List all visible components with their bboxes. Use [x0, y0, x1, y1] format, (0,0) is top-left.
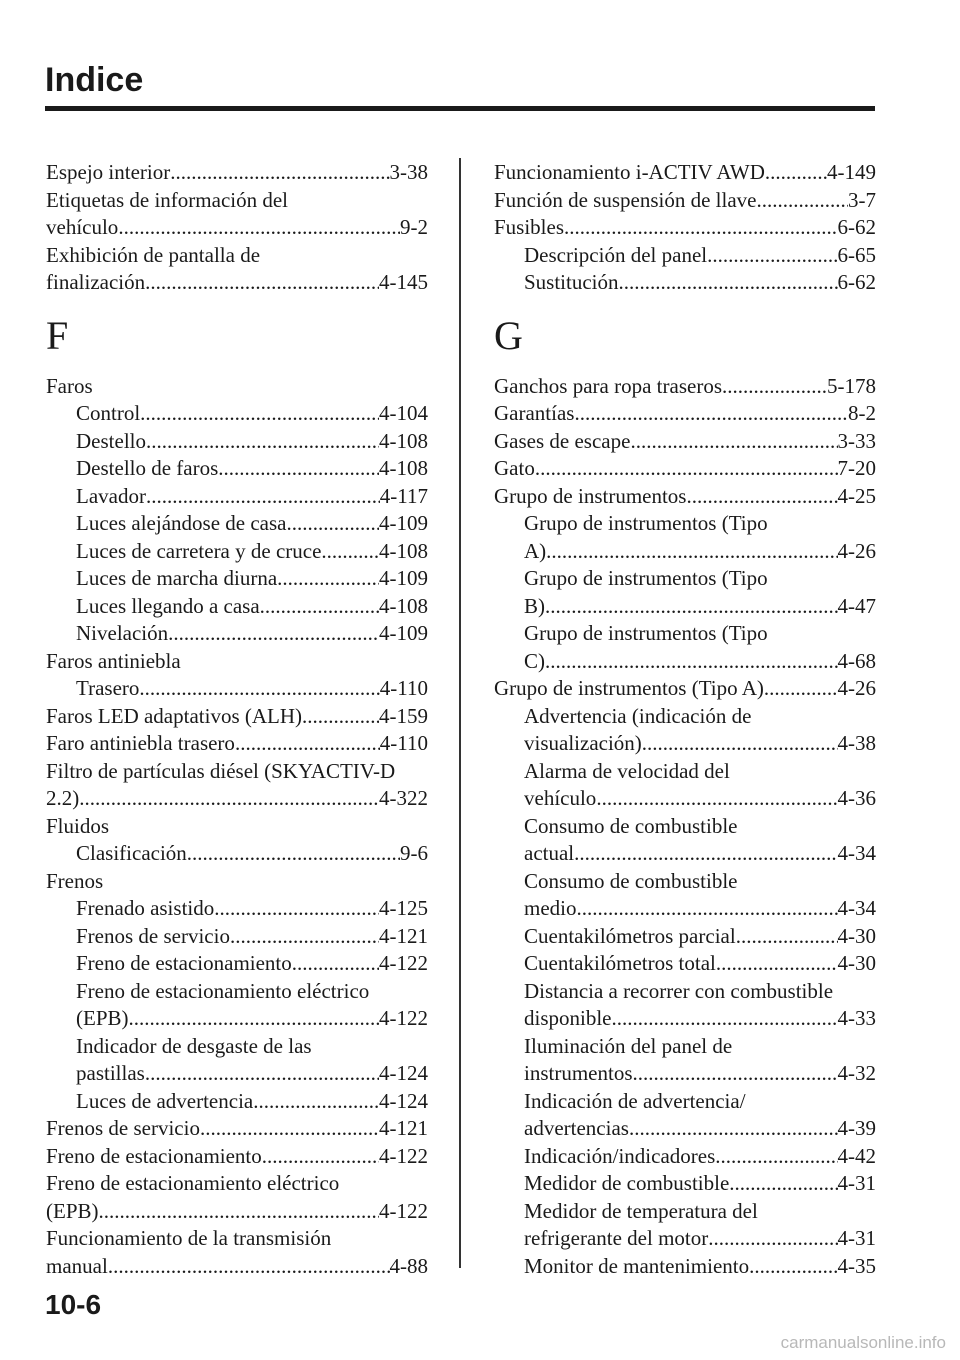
- entry-page-ref: 6-62: [837, 215, 876, 239]
- entry-label: Fusibles: [494, 215, 565, 239]
- index-subentry: [46, 1060, 428, 1088]
- entry-page-ref: 8-2: [848, 401, 876, 425]
- index-subentry: [46, 510, 428, 538]
- index-subentry: [494, 950, 876, 978]
- index-subentry-text: Grupo de instrumentos (Tipo: [524, 566, 768, 590]
- entry-label: Espejo interior: [46, 160, 171, 184]
- index-subentry: [494, 1115, 876, 1143]
- entry-label: Descripción del panel: [524, 242, 708, 267]
- dot-leader: [756, 187, 848, 215]
- entry-page-ref: 4-117: [379, 483, 428, 508]
- index-entry-text: Exhibición de pantalla de: [46, 242, 261, 267]
- entry-label: Luces de carretera y de cruce: [76, 538, 322, 563]
- index-entry: [494, 428, 876, 456]
- entry-page-ref: 4-122: [379, 1006, 428, 1030]
- entry-label: C): [524, 648, 545, 673]
- page-number: 10-6: [45, 1289, 102, 1320]
- entry-page-ref: 4-124: [379, 1088, 428, 1113]
- index-entry-text: Etiquetas de información del: [46, 187, 289, 212]
- entry-page-ref: 7-20: [837, 456, 876, 480]
- entry-label: Trasero: [76, 676, 140, 700]
- entry-page-ref: 4-30: [837, 951, 876, 975]
- index-subentry: [46, 923, 428, 951]
- dot-leader: [535, 455, 838, 483]
- entry-page-ref: 4-104: [379, 401, 428, 425]
- index-subentry: [494, 923, 876, 951]
- index-subentry: [494, 1005, 876, 1033]
- dot-leader: [140, 400, 379, 428]
- entry-label: (EPB): [46, 1198, 99, 1223]
- index-subentry: [494, 1225, 876, 1253]
- entry-label: Ganchos para ropa traseros: [494, 373, 722, 398]
- entry-label: Cuentakilómetros total: [524, 951, 716, 975]
- dot-leader: [145, 269, 379, 297]
- section-letter: G: [494, 312, 523, 358]
- index-entry: [46, 1143, 428, 1171]
- dot-leader: [716, 950, 838, 978]
- index-subentry: [494, 269, 876, 297]
- index-entry: [494, 455, 876, 483]
- dot-leader: [146, 428, 379, 456]
- header-rule: [45, 106, 875, 111]
- dot-leader: [214, 895, 379, 923]
- index-subentry: [46, 593, 428, 621]
- dot-leader: [630, 428, 837, 456]
- entry-label: refrigerante del motor: [524, 1226, 709, 1250]
- entry-page-ref: 4-159: [379, 703, 428, 728]
- index-entry-text: Funcionamiento de la transmisión: [46, 1226, 332, 1250]
- index-subentry-text: Grupo de instrumentos (Tipo: [524, 511, 768, 535]
- entry-page-ref: 4-42: [837, 1143, 876, 1168]
- dot-leader: [545, 648, 838, 676]
- dot-leader: [170, 159, 389, 187]
- index-subentry: [494, 1253, 876, 1281]
- index-entry: [46, 214, 428, 242]
- entry-label: Nivelación: [76, 621, 169, 645]
- dot-leader: [749, 1253, 837, 1281]
- entry-label: medio: [524, 896, 577, 920]
- entry-page-ref: 4-108: [379, 538, 428, 563]
- entry-page-ref: 4-35: [837, 1253, 876, 1278]
- dot-leader: [146, 483, 380, 511]
- dot-leader: [200, 1115, 379, 1143]
- index-entry-text: Filtro de partículas diésel (SKYACTIV-D: [46, 758, 396, 783]
- dot-leader: [708, 1225, 837, 1253]
- index-entry-text: Fluidos: [46, 813, 110, 838]
- index-entry: [46, 785, 428, 813]
- entry-page-ref: 4-109: [379, 621, 428, 645]
- index-subentry-text: Indicación de advertencia/: [524, 1088, 746, 1113]
- dot-leader: [574, 840, 837, 868]
- index-entry: [494, 400, 876, 428]
- index-column-right: [494, 159, 876, 1280]
- entry-label: Luces de marcha diurna: [76, 566, 278, 590]
- entry-label: Gato: [494, 456, 535, 480]
- entry-label: Luces alejándose de casa: [76, 511, 287, 535]
- dot-leader: [715, 1143, 837, 1171]
- index-entry: [46, 1198, 428, 1226]
- entry-label: manual: [46, 1253, 108, 1278]
- entry-page-ref: 4-32: [837, 1061, 876, 1085]
- entry-page-ref: 4-108: [379, 428, 428, 453]
- index-entry-text: Faros: [46, 373, 93, 398]
- index-subentry: [46, 840, 428, 868]
- index-subentry: [46, 538, 428, 566]
- entry-page-ref: 4-88: [389, 1253, 428, 1278]
- entry-label: B): [524, 593, 545, 618]
- index-entry-text: Freno de estacionamiento eléctrico: [46, 1171, 340, 1195]
- index-entry: [494, 373, 876, 401]
- index-subentry: [46, 400, 428, 428]
- dot-leader: [79, 785, 379, 813]
- entry-page-ref: 4-108: [379, 593, 428, 618]
- index-subentry: [494, 538, 876, 566]
- entry-label: advertencias: [524, 1116, 629, 1140]
- entry-page-ref: 4-30: [837, 923, 876, 948]
- entry-label: Clasificación: [76, 841, 187, 865]
- entry-label: Control: [76, 401, 141, 425]
- dot-leader: [574, 400, 848, 428]
- entry-page-ref: 9-2: [400, 215, 428, 239]
- entry-page-ref: 3-33: [837, 428, 876, 453]
- entry-label: Medidor de combustible: [524, 1171, 730, 1195]
- index-subentry-text: Indicador de desgaste de las: [76, 1033, 312, 1058]
- dot-leader: [168, 620, 379, 648]
- index-subentry: [46, 428, 428, 456]
- dot-leader: [546, 538, 837, 566]
- index-subentry: [494, 840, 876, 868]
- entry-page-ref: 3-38: [389, 160, 428, 184]
- index-subentry: [494, 1060, 876, 1088]
- entry-label: actual: [524, 841, 575, 865]
- index-subentry: [494, 895, 876, 923]
- dot-leader: [260, 593, 379, 621]
- entry-label: (EPB): [76, 1006, 129, 1030]
- entry-page-ref: 4-26: [837, 676, 876, 700]
- entry-page-ref: 4-31: [837, 1226, 876, 1250]
- dot-leader: [612, 1005, 838, 1033]
- index-subentry: [46, 1088, 428, 1116]
- entry-label: Sustitución: [524, 270, 619, 294]
- dot-leader: [187, 840, 400, 868]
- index-subentry-text: Advertencia (indicación de: [524, 703, 752, 728]
- dot-leader: [707, 242, 837, 270]
- dot-leader: [764, 675, 838, 703]
- entry-label: disponible: [524, 1006, 612, 1030]
- dot-leader: [108, 1253, 390, 1281]
- index-entry-text: Frenos: [46, 868, 104, 893]
- entry-label: Grupo de instrumentos: [494, 483, 687, 508]
- entry-label: Faros LED adaptativos (ALH): [46, 703, 303, 728]
- dot-leader: [633, 1060, 838, 1088]
- entry-label: Indicación/indicadores: [524, 1143, 716, 1168]
- index-subentry: [494, 593, 876, 621]
- index-subentry: [46, 1005, 428, 1033]
- entry-page-ref: 9-6: [400, 841, 428, 865]
- index-subentry-text: Grupo de instrumentos (Tipo: [524, 621, 768, 645]
- entry-label: Destello de faros: [76, 456, 219, 480]
- entry-label: Luces llegando a casa: [76, 593, 260, 618]
- entry-page-ref: 4-25: [837, 483, 876, 508]
- index-subentry-text: Iluminación del panel de: [524, 1033, 733, 1058]
- column-divider: [459, 158, 461, 1268]
- index-subentry-text: Alarma de velocidad del: [524, 758, 730, 783]
- dot-leader: [765, 159, 827, 187]
- dot-leader: [286, 510, 379, 538]
- dot-leader: [139, 675, 379, 703]
- entry-label: Funcionamiento i-ACTIV AWD: [494, 160, 765, 184]
- index-subentry: [46, 895, 428, 923]
- entry-label: Destello: [76, 428, 146, 453]
- page-title: Indice: [45, 61, 144, 99]
- index-subentry: [46, 455, 428, 483]
- dot-leader: [642, 730, 838, 758]
- index-entry: [494, 159, 876, 187]
- entry-label: Luces de advertencia: [76, 1088, 254, 1113]
- index-subentry: [46, 950, 428, 978]
- dot-leader: [545, 593, 838, 621]
- index-subentry-text: Consumo de combustible: [524, 868, 738, 893]
- entry-label: Gases de escape: [494, 428, 631, 453]
- entry-label: Función de suspensión de llave: [494, 187, 757, 212]
- entry-label: 2.2): [46, 786, 80, 810]
- entry-page-ref: 4-149: [827, 160, 876, 184]
- index-subentry: [46, 565, 428, 593]
- entry-page-ref: 4-121: [379, 923, 428, 948]
- entry-label: Freno de estacionamiento: [46, 1143, 262, 1168]
- dot-leader: [736, 923, 838, 951]
- dot-leader: [218, 455, 379, 483]
- entry-page-ref: 4-33: [837, 1006, 876, 1030]
- entry-page-ref: 4-38: [837, 731, 876, 755]
- entry-label: Garantías: [494, 401, 575, 425]
- entry-page-ref: 4-124: [379, 1061, 428, 1085]
- entry-page-ref: 4-322: [379, 786, 428, 810]
- dot-leader: [292, 950, 379, 978]
- entry-page-ref: 4-125: [379, 896, 428, 920]
- index-subentry: [494, 785, 876, 813]
- index-subentry: [494, 648, 876, 676]
- entry-label: Cuentakilómetros parcial: [524, 923, 736, 948]
- entry-label: Frenos de servicio: [46, 1116, 200, 1140]
- entry-page-ref: 4-108: [379, 456, 428, 480]
- index-subentry: [46, 483, 428, 511]
- dot-leader: [230, 923, 379, 951]
- index-subentry-text: Consumo de combustible: [524, 813, 738, 838]
- entry-label: vehículo: [46, 215, 119, 239]
- dot-leader: [596, 785, 837, 813]
- index-subentry: [494, 1143, 876, 1171]
- entry-label: Frenado asistido: [76, 896, 215, 920]
- entry-page-ref: 3-7: [848, 187, 876, 212]
- dot-leader: [235, 730, 380, 758]
- dot-leader: [129, 1005, 380, 1033]
- entry-label: pastillas: [76, 1061, 145, 1085]
- index-subentry-text: Freno de estacionamiento eléctrico: [76, 978, 370, 1003]
- index-entry: [494, 187, 876, 215]
- index-entry: [494, 483, 876, 511]
- index-entry: [494, 675, 876, 703]
- dot-leader: [118, 214, 400, 242]
- dot-leader: [729, 1170, 837, 1198]
- entry-page-ref: 4-39: [837, 1116, 876, 1140]
- entry-page-ref: 4-34: [837, 841, 876, 865]
- entry-page-ref: 4-31: [837, 1171, 876, 1195]
- entry-page-ref: 4-34: [837, 896, 876, 920]
- dot-leader: [619, 269, 838, 297]
- dot-leader: [145, 1060, 379, 1088]
- index-subentry-text: Distancia a recorrer con combustible: [524, 978, 834, 1003]
- index-entry-text: Faros antiniebla: [46, 648, 181, 673]
- entry-page-ref: 4-36: [837, 786, 876, 810]
- dot-leader: [99, 1198, 380, 1226]
- entry-page-ref: 6-65: [837, 242, 876, 267]
- index-subentry: [494, 242, 876, 270]
- entry-label: finalización: [46, 270, 146, 294]
- entry-label: visualización): [524, 731, 642, 755]
- dot-leader: [629, 1115, 838, 1143]
- index-entry: [46, 1253, 428, 1281]
- entry-page-ref: 5-178: [827, 373, 876, 398]
- index-column-left: [46, 159, 428, 1280]
- entry-page-ref: 4-110: [379, 731, 428, 755]
- index-subentry-text: Medidor de temperatura del: [524, 1198, 758, 1223]
- dot-leader: [302, 703, 379, 731]
- index-entry: [46, 1115, 428, 1143]
- entry-page-ref: 4-68: [837, 648, 876, 673]
- dot-leader: [722, 373, 827, 401]
- dot-leader: [577, 895, 838, 923]
- entry-page-ref: 4-26: [837, 538, 876, 563]
- entry-label: Freno de estacionamiento: [76, 951, 292, 975]
- index-subentry: [46, 620, 428, 648]
- entry-label: Frenos de servicio: [76, 923, 230, 948]
- dot-leader: [564, 214, 837, 242]
- entry-page-ref: 4-122: [379, 1198, 428, 1223]
- entry-page-ref: 4-145: [379, 270, 428, 294]
- index-entry: [46, 269, 428, 297]
- entry-label: Lavador: [76, 483, 146, 508]
- index-subentry: [46, 675, 428, 703]
- watermark: carmanualsonline.info: [780, 1333, 946, 1352]
- index-entry: [46, 703, 428, 731]
- entry-page-ref: 4-122: [379, 1143, 428, 1168]
- entry-label: instrumentos: [524, 1061, 633, 1085]
- entry-page-ref: 4-109: [379, 511, 428, 535]
- index-subentry: [494, 1170, 876, 1198]
- entry-label: vehículo: [524, 786, 597, 810]
- dot-leader: [321, 538, 379, 566]
- index-entry: [46, 730, 428, 758]
- entry-label: Grupo de instrumentos (Tipo A): [494, 676, 764, 700]
- dot-leader: [253, 1088, 379, 1116]
- dot-leader: [686, 483, 837, 511]
- section-letter: F: [46, 312, 69, 358]
- index-entry: [494, 214, 876, 242]
- entry-label: A): [524, 538, 547, 563]
- index-subentry: [494, 730, 876, 758]
- index-entry: [46, 159, 428, 187]
- entry-label: Monitor de mantenimiento: [524, 1253, 750, 1278]
- entry-page-ref: 6-62: [837, 270, 876, 294]
- entry-label: Faro antiniebla trasero: [46, 731, 235, 755]
- entry-page-ref: 4-110: [379, 676, 428, 700]
- entry-page-ref: 4-121: [379, 1116, 428, 1140]
- dot-leader: [277, 565, 379, 593]
- dot-leader: [262, 1143, 379, 1171]
- entry-page-ref: 4-47: [837, 593, 876, 618]
- entry-page-ref: 4-109: [379, 566, 428, 590]
- entry-page-ref: 4-122: [379, 951, 428, 975]
